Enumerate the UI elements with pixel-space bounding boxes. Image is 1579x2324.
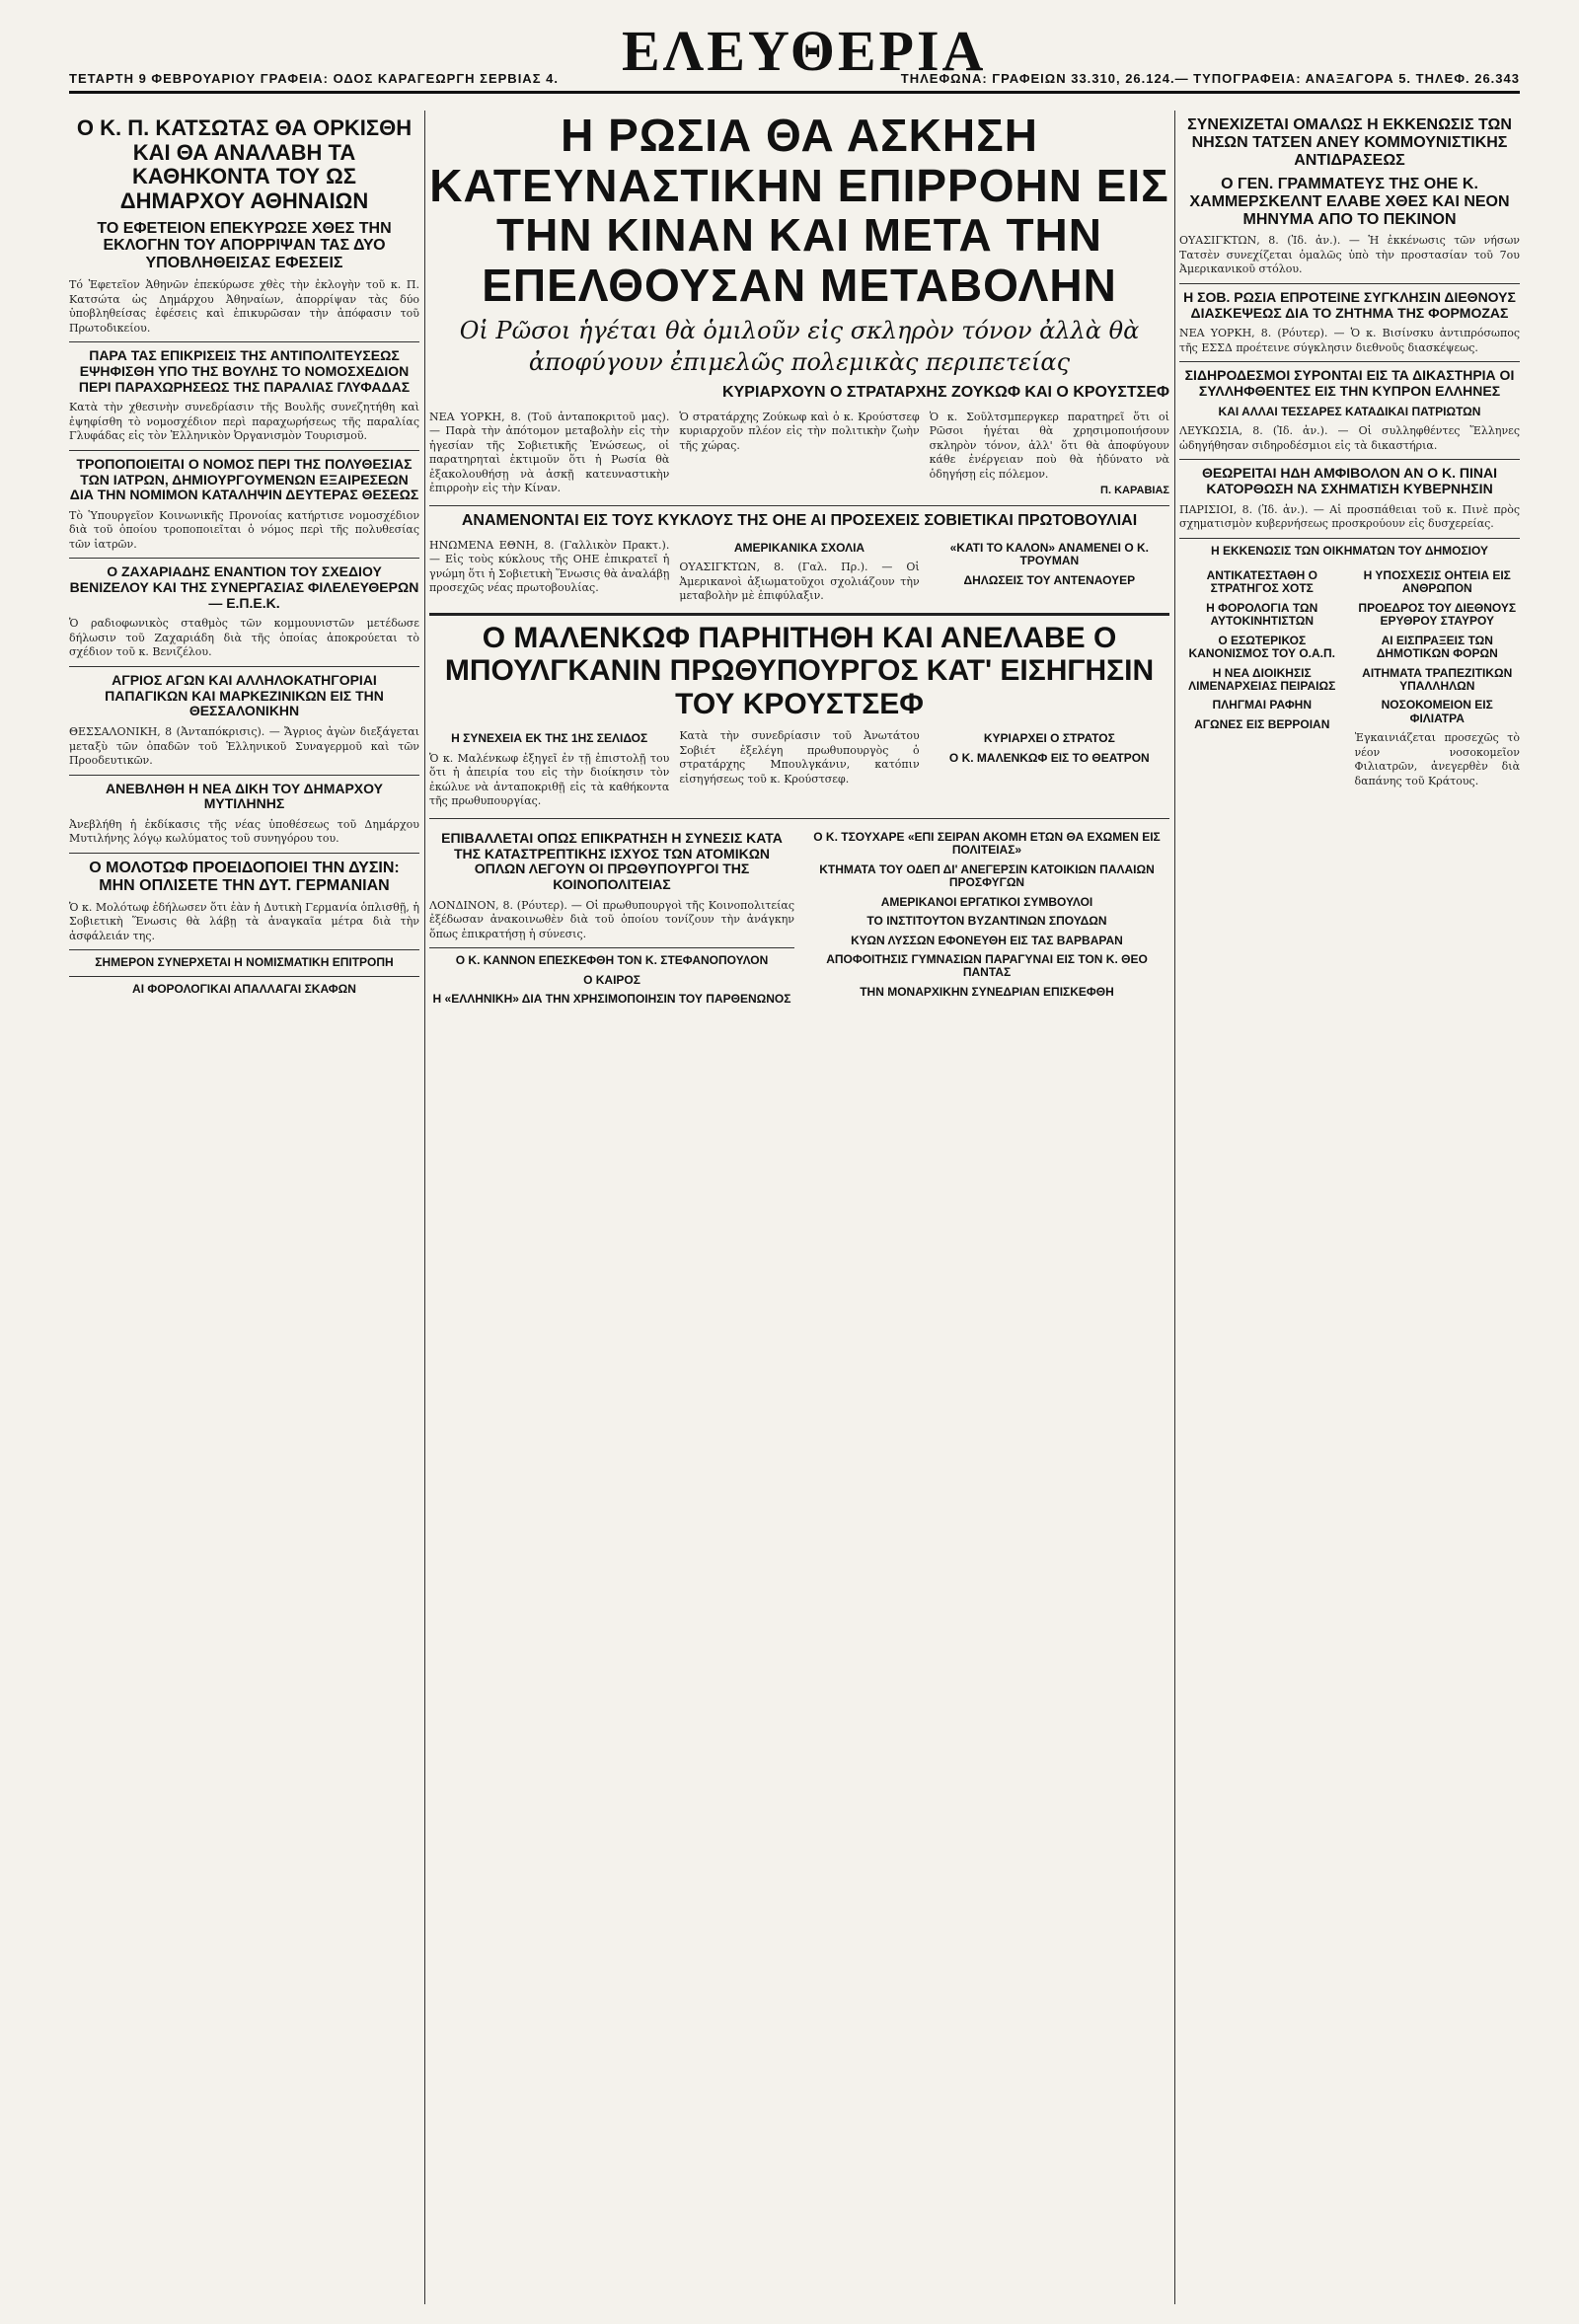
main-subhead-zhukov: ΚΥΡΙΑΡΧΟΥΝ Ο ΣΤΡΑΤΑΡΧΗΣ ΖΟΥΚΩΦ ΚΑΙ Ο ΚΡΟΥΣΤΣΕΦ: [722, 383, 1169, 401]
headline-parthenon: Η «ΕΛΛΗΝΙΚΗ» ΔΙΑ ΤΗΝ ΧΡΗΣΙΜΟΠΟΙΗΣΙΝ ΤΟΥ ΠΑΡΘΕΝΩΝΟΣ: [432, 992, 791, 1007]
article-block: [1179, 563, 1345, 791]
article-block: [930, 726, 1169, 812]
article-text: ΠΑΡΙΣΙΟΙ, 8. (Ἰδ. ἀν.). — Αἱ προσπάθειαι τοῦ κ. Πινὲ πρὸς σχηματισμὸν κυβερνήσεως προσκρούουν εἰς δυσχερείας.: [1179, 502, 1520, 531]
right-column: [1179, 111, 1520, 2304]
article-text: Κατὰ τὴν χθεσινὴν συνεδρίασιν τῆς Βουλῆς συνεζητήθη καὶ ἐψηφίσθη τὸ νομοσχέδιον περὶ παραχωρήσεως τῆς παραλίας Γλυφάδας εἰς τὸν Ἑλληνικὸν Ὀργανισμὸν Τουρισμοῦ.: [69, 401, 419, 443]
headline-hammarskjold: Ο ΓΕΝ. ΓΡΑΜΜΑΤΕΥΣ ΤΗΣ ΟΗΕ Κ. ΧΑΜΜΕΡΣΚΕΛΝΤ ΕΛΑΒΕ ΧΘΕΣ ΚΑΙ ΝΕΟΝ ΜΗΝΥΜΑ ΑΠΟ ΤΟ ΠΕΚΙΝΟΝ: [1189, 175, 1510, 228]
lower-center-grid: [429, 825, 1169, 1012]
divider: [69, 976, 419, 977]
headline-bank-employees: ΑΙΤΗΜΑΤΑ ΤΡΑΠΕΖΙΤΙΚΩΝ ΥΠΑΛΛΗΛΩΝ: [1362, 665, 1513, 694]
divider: [69, 558, 419, 559]
headline-american-comments: ΑΜΕΡΙΚΑΝΙΚΑ ΣΧΟΛΙΑ: [733, 540, 865, 555]
divider: [429, 818, 1169, 819]
center-column: [429, 111, 1169, 2304]
headline-truman: «ΚΑΤΙ ΤΟ ΚΑΛΟΝ» ΑΝΑΜΕΝΕΙ Ο Κ. ΤΡΟΥΜΑΝ: [949, 540, 1149, 568]
masthead-phones: ΤΗΛΕΦΩΝΑ: ΓΡΑΦΕΙΩΝ 33.310, 26.124.— ΤΥΠΟΓΡΑΦΕΙΑ: ΑΝΑΞΑΓΟΡΑ 5. ΤΗΛΕΦ. 26.343: [900, 71, 1520, 86]
article-text: ΟΥΑΣΙΓΚΤΩΝ, 8. (Γαλ. Πρ.). — Οἱ Ἀμερικανοὶ ἀξιωματοῦχοι σχολιάζουν τὴν μεταβολὴν μὲ ἐπιφύλαξιν.: [679, 561, 920, 603]
headline-thessaloniki: ΑΓΡΙΟΣ ΑΓΩΝ ΚΑΙ ΑΛΛΗΛΟΚΑΤΗΓΟΡΙΑΙ ΠΑΠΑΓΙΚΩΝ ΚΑΙ ΜΑΡΚΕΖΙΝΙΚΩΝ ΕΙΣ ΤΗΝ ΘΕΣΣΑΛΟΝΙΚΗΝ: [105, 671, 384, 719]
headline-malenkov-resigns: Ο ΜΑΛΕΝΚΩΦ ΠΑΡΗΙΤΗΘΗ ΚΑΙ ΑΝΕΛΑΒΕ Ο ΜΠΟΥΛΓΚΑΝΙΝ ΠΡΩΘΥΠΟΥΡΓΟΣ ΚΑΤ' ΕΙΣΗΓΗΣΙΝ ΤΟΥ ΚΡΟΥΣΤΣΕΦ: [444, 621, 1155, 720]
article-text: Ὁ στρατάρχης Ζούκωφ καὶ ὁ κ. Κρούστσεφ κυριαρχοῦν πλέον εἰς τὴν πολιτικὴν ζωὴν τῆς χώρας.: [679, 410, 920, 452]
divider: [1179, 361, 1520, 362]
headline-public-buildings: Η ΕΚΚΕΝΩΣΙΣ ΤΩΝ ΟΙΚΗΜΑΤΩΝ ΤΟΥ ΔΗΜΟΣΙΟΥ: [1211, 543, 1488, 558]
headline-molotov: Ο ΜΟΛΟΤΩΦ ΠΡΟΕΙΔΟΠΟΙΕΙ ΤΗΝ ΔΥΣΙΝ: ΜΗΝ ΟΠΛΙΣΕΤΕ ΤΗΝ ΔΥΤ. ΓΕΡΜΑΝΙΑΝ: [89, 859, 400, 894]
headline-rabid-dog: ΚΥΩΝ ΛΥΣΣΩΝ ΕΦΟΝΕΥΘΗ ΕΙΣ ΤΑΣ ΒΑΡΒΑΡΑΝ: [851, 933, 1123, 947]
headline-zachariadis: Ο ΖΑΧΑΡΙΑΔΗΣ ΕΝΑΝΤΙΟΝ ΤΟΥ ΣΧΕΔΙΟΥ ΒΕΝΙΖΕΛΟΥ ΚΑΙ ΤΗΣ ΣΥΝΕΡΓΑΣΙΑΣ ΦΙΛΕΛΕΥΘΕΡΩΝ — Ε.Π.Ε.Κ.: [69, 563, 419, 611]
author-signature: Π. ΚΑΡΑΒΙΑΣ: [1100, 485, 1169, 497]
article-block: [1355, 563, 1521, 791]
headline-polythesia: ΤΡΟΠΟΠΟΙΕΙΤΑΙ Ο ΝΟΜΟΣ ΠΕΡΙ ΤΗΣ ΠΟΛΥΘΕΣΙΑΣ ΤΩΝ ΙΑΤΡΩΝ, ΔΗΜΙΟΥΡΓΟΥΜΕΝΩΝ ΕΞΑΙΡΕΣΕΩΝ ΔΙΑ ΤΗΝ ΝΟΜΙΜΟΝ ΚΑΤΑΛΗΨΙΝ ΔΕΥΤΕΡΑΣ ΘΕΣΕΩΣ: [69, 455, 419, 503]
right-short-items: [1179, 563, 1520, 791]
article-text: ΛΕΥΚΩΣΙΑ, 8. (Ἰδ. ἀν.). — Οἱ συλληφθέντες Ἕλληνες ὡδηγήθησαν σιδηροδέσμιοι εἰς τὰ δικαστήρια.: [1179, 424, 1520, 452]
headline-municipal-taxes: ΑΙ ΕΙΣΠΡΑΞΕΙΣ ΤΩΝ ΔΗΜΟΤΙΚΩΝ ΦΟΡΩΝ: [1376, 633, 1498, 661]
masthead-date: ΤΕΤΑΡΤΗ 9 ΦΕΒΡΟΥΑΡΙΟΥ ΓΡΑΦΕΙΑ: ΟΔΟΣ ΚΑΡΑΓΕΩΡΓΗ ΣΕΡΒΙΑΣ 4.: [69, 71, 559, 86]
divider: [429, 505, 1169, 506]
headline-forologikai: ΑΙ ΦΟΡΟΛΟΓΙΚΑΙ ΑΠΑΛΛΑΓΑΙ ΣΚΑΦΩΝ: [132, 981, 356, 996]
article-text: Κατὰ τὴν συνεδρίασιν τοῦ Ἀνωτάτου Σοβιέτ ἐξελέγη πρωθυπουργὸς ὁ στρατάρχης Μπουλγκάνιν, κατόπιν εἰσηγήσεως τοῦ κ. Κρούστσεφ.: [679, 729, 920, 786]
column-divider: [424, 111, 425, 2304]
divider: [69, 341, 419, 342]
subhead-efeteion: ΤΟ ΕΦΕΤΕΙΟΝ ΕΠΕΚΥΡΩΣΕ ΧΘΕΣ ΤΗΝ ΕΚΛΟΓΗΝ ΤΟΥ ΑΠΟΡΡΙΨΑΝ ΤΑΣ ΔΥΟ ΥΠΟΒΛΗΘΕΙΣΑΣ ΕΦΕΣΕΙΣ: [97, 219, 392, 272]
article-text: ΝΕΑ ΥΟΡΚΗ, 8. (Τοῦ ἀνταποκριτοῦ μας). — Παρὰ τὴν ἀπότομον μεταβολὴν εἰς τὴν ἡγεσίαν τῆς Σοβιετικῆς Ἑνώσεως, οἱ παρατηρηταὶ ἐκτιμοῦν ὅτι ἡ Ρωσία θὰ ἐξακολουθήσῃ νὰ ἀσκῇ κατευναστικὴν ἐπιρροὴν εἰς τὴν Κίναν.: [429, 410, 670, 495]
headline-mytilini: ΑΝΕΒΛΗΘΗ Η ΝΕΑ ΔΙΚΗ ΤΟΥ ΔΗΜΑΡΧΟΥ ΜΥΤΙΛΗΝΗΣ: [106, 780, 383, 812]
headline-katsotas: Ο Κ. Π. ΚΑΤΣΩΤΑΣ ΘΑ ΟΡΚΙΣΘΗ ΚΑΙ ΘΑ ΑΝΑΛΑΒΗ ΤΑ ΚΑΘΗΚΟΝΤΑ ΤΟΥ ΩΣ ΔΗΜΑΡΧΟΥ ΑΘΗΝΑΙΩΝ: [76, 115, 413, 213]
headline-cyprus-trials: ΣΙΔΗΡΟΔΕΣΜΟΙ ΣΥΡΟΝΤΑΙ ΕΙΣ ΤΑ ΔΙΚΑΣΤΗΡΙΑ ΟΙ ΣΥΛΛΗΦΘΕΝΤΕΣ ΕΙΣ ΤΗΝ ΚΥΠΡΟΝ ΕΛΛΗΝΕΣ: [1184, 367, 1515, 400]
headline-byzantine-institute: ΤΟ ΙΝΣΤΙΤΟΥΤΟΝ ΒΥΖΑΝΤΙΝΩΝ ΣΠΟΥΔΩΝ: [866, 914, 1107, 929]
article-text: Τὸ Ὑπουργεῖον Κοινωνικῆς Προνοίας κατήρτισε νομοσχέδιον διὰ τοῦ ὁποίου τροποποιεῖται ὁ νόμος περὶ τῆς πολυθεσίας τῶν ἰατρῶν.: [69, 508, 419, 551]
column-divider: [1174, 111, 1175, 2304]
divider: [69, 450, 419, 451]
main-subheadline: Οἱ Ρῶσοι ἡγέται θὰ ὁμιλοῦν εἰς σκληρὸν τόνον ἀλλὰ θὰ ἀποφύγουν ἐπιμελῶς πολεμικὰς περιπετείας: [459, 317, 1140, 376]
headline-odep-properties: ΚΤΗΜΑΤΑ ΤΟΥ ΟΔΕΠ ΔΙ' ΑΝΕΓΕΡΣΙΝ ΚΑΤΟΙΚΙΩΝ ΠΑΛΑΙΩΝ ΠΡΟΣΦΥΓΩΝ: [819, 862, 1155, 890]
divider: [1179, 283, 1520, 284]
divider: [69, 949, 419, 950]
divider: [69, 775, 419, 776]
article-text: ΗΝΩΜΕΝΑ ΕΘΝΗ, 8. (Γαλλικὸν Πρακτ.). — Εἰς τοὺς κύκλους τῆς ΟΗΕ ἐπικρατεῖ ἡ γνώμη ὅτι ἡ Σοβιετικὴ Ἕνωσις θὰ ἀναλάβῃ προσεχῶς νέας πρωτοβουλίας.: [429, 538, 670, 595]
headline-cannon-visit: Ο Κ. ΚΑΝΝΟΝ ΕΠΕΣΚΕΦΘΗ ΤΟΝ Κ. ΣΤΕΦΑΝΟΠΟΥΛΟΝ: [455, 953, 769, 968]
headline-oap-regulation: Ο ΕΣΩΤΕΡΙΚΟΣ ΚΑΝΟΝΙΣΜΟΣ ΤΟΥ Ο.Α.Π.: [1188, 633, 1336, 661]
headline-filiatra-hospital: ΝΟΣΟΚΟΜΕΙΟΝ ΕΙΣ ΦΙΛΙΑΤΡΑ: [1381, 698, 1493, 725]
article-block: [679, 536, 919, 607]
divider-thick: [429, 613, 1169, 616]
divider: [1179, 538, 1520, 539]
headline-rafina: ΠΛΗΓΜΑΙ ΡΑΦΗΝ: [1212, 698, 1313, 712]
headline-malenkov-theatre: Ο Κ. ΜΑΛΕΝΚΩΦ ΕΙΣ ΤΟ ΘΕΑΤΡΟΝ: [948, 750, 1150, 765]
headline-veroia-games: ΑΓΩΝΕΣ ΕΙΣ ΒΕΡΡΟΙΑΝ: [1194, 716, 1330, 731]
article-text: Ὁ κ. Σοῦλτσμπεργκερ παρατηρεῖ ὅτι οἱ Ρῶσοι ἡγέται θὰ χρησιμοποιήσουν σκληρὸν τόνον, ἀλλ' ὅτι θὰ ἀποφύγουν κάθε ἐνέργειαν ποὺ θὰ ἠδύνατο νὰ ὁδηγήσῃ εἰς πόλεμον.: [929, 410, 1169, 481]
divider: [429, 947, 794, 948]
headline-pinay-government: ΘΕΩΡΕΙΤΑΙ ΗΔΗ ΑΜΦΙΒΟΛΟΝ ΑΝ Ο Κ. ΠΙΝΑΙ ΚΑΤΟΡΘΩΣΗ ΝΑ ΣΧΗΜΑΤΙΣΗ ΚΥΒΕΡΝΗΣΙΝ: [1201, 465, 1498, 496]
headline-car-tax: Η ΦΟΡΟΛΟΓΙΑ ΤΩΝ ΑΥΤΟΚΙΝΗΤΙΣΤΩΝ: [1206, 600, 1318, 629]
article-block: [930, 536, 1169, 607]
divider: [69, 853, 419, 854]
subhead-convictions: ΚΑΙ ΑΛΛΑΙ ΤΕΣΣΑΡΕΣ ΚΑΤΑΔΙΚΑΙ ΠΑΤΡΙΩΤΩΝ: [1218, 404, 1481, 418]
divider: [69, 666, 419, 667]
headline-army-dominates: ΚΥΡΙΑΡΧΕΙ Ο ΣΤΡΑΤΟΣ: [983, 731, 1115, 746]
un-article-body: [429, 536, 1169, 607]
article-text: ΝΕΑ ΥΟΡΚΗ, 8. (Ρόυτερ). — Ὁ κ. Βισίνσκυ ἀντιπρόσωπος τῆς ΕΣΣΔ προέτεινε σύγκλησιν διεθνοῦς διασκέψεως.: [1179, 327, 1520, 354]
headline-glyfada: ΠΑΡΑ ΤΑΣ ΕΠΙΚΡΙΣΕΙΣ ΤΗΣ ΑΝΤΙΠΟΛΙΤΕΥΣΕΩΣ ΕΨΗΦΙΣΘΗ ΥΠΟ ΤΗΣ ΒΟΥΛΗΣ ΤΟ ΝΟΜΟΣΧΕΔΙΟΝ ΠΕΡΙ ΠΑΡΑΧΩΡΗΣΕΩΣ ΤΗΣ ΠΑΡΑΛΙΑΣ ΓΛΥΦΑΔΑΣ: [78, 347, 411, 395]
headline-general-hotz: ΑΝΤΙΚΑΤΕΣΤΑΘΗ Ο ΣΤΡΑΤΗΓΟΣ ΧΟΤΣ: [1206, 567, 1317, 596]
article-block: [429, 825, 794, 1012]
headline-promise: Η ΥΠΟΣΧΕΣΙΣ ΟΗΤΕΙΑ ΕΙΣ ΑΝΘΡΩΠΟΝ: [1363, 567, 1511, 596]
article-text: ΟΥΑΣΙΓΚΤΩΝ, 8. (Ἰδ. ἀν.). — Ἡ ἐκκένωσις τῶν νήσων Τατσὲν συνεχίζεται ὁμαλῶς ὑπὸ τὴν προστασίαν τοῦ 7ου Ἀμερικανικοῦ στόλου.: [1179, 234, 1520, 276]
continued-from-page-1: Η ΣΥΝΕΧΕΙΑ ΕΚ ΤΗΣ 1ΗΣ ΣΕΛΙΔΟΣ: [451, 731, 648, 746]
headline-formosa-conference: Η ΣΟΒ. ΡΩΣΙΑ ΕΠΡΟΤΕΙΝΕ ΣΥΓΚΛΗΣΙΝ ΔΙΕΘΝΟΥΣ ΔΙΑΣΚΕΨΕΩΣ ΔΙΑ ΤΟ ΖΗΤΗΜΑ ΤΗΣ ΦΟΡΜΟΖΑΣ: [1183, 288, 1516, 321]
divider: [1179, 459, 1520, 460]
headline-tachen-evacuation: ΣΥΝΕΧΙΖΕΤΑΙ ΟΜΑΛΩΣ Η ΕΚΚΕΝΩΣΙΣ ΤΩΝ ΝΗΣΩΝ ΤΑΤΣΕΝ ΑΝΕΥ ΚΟΜΜΟΥΝΙΣΤΙΚΗΣ ΑΝΤΙΔΡΑΣΕΩΣ: [1187, 116, 1512, 169]
article-text: Ἐγκαινιάζεται προσεχῶς τὸ νέον νοσοκομεῖον Φιλιατρῶν, ἀνεγερθὲν διὰ δαπάνης τοῦ Κράτους.: [1354, 731, 1520, 787]
newspaper-title: ΕΛΕΥΘΕΡΙΑ: [622, 19, 987, 83]
article-text: Ὁ κ. Μαλένκωφ ἐξηγεῖ ἐν τῇ ἐπιστολῇ του ὅτι ἡ ἀπειρία του εἰς τὴν διοίκησιν τὸν ἐκώλυε νὰ ἀνταποκριθῇ εἰς τὰ καθήκοντα τῆς πρωθυπουργίας.: [429, 751, 670, 808]
malenkov-article-body: [429, 726, 1169, 812]
headline-piraeus-port: Η ΝΕΑ ΔΙΟΙΚΗΣΙΣ ΛΙΜΕΝΑΡΧΕΙΑΣ ΠΕΙΡΑΙΩΣ: [1188, 665, 1336, 694]
article-text: Ὁ κ. Μολότωφ ἐδήλωσεν ὅτι ἐὰν ἡ Δυτικὴ Γερμανία ὁπλισθῇ, ἡ Σοβιετικὴ Ἕνωσις θὰ λάβῃ τὰ ἀναγκαῖα μέτρα διὰ τὴν ἀσφάλειάν της.: [69, 900, 419, 942]
headline-un-initiatives: ΑΝΑΜΕΝΟΝΤΑΙ ΕΙΣ ΤΟΥΣ ΚΥΚΛΟΥΣ ΤΗΣ ΟΗΕ ΑΙ ΠΡΟΣΕΧΕΙΣ ΣΟΒΙΕΤΙΚΑΙ ΠΡΩΤΟΒΟΥΛΙΑΙ: [461, 511, 1138, 529]
headline-red-cross: ΠΡΟΕΔΡΟΣ ΤΟΥ ΔΙΕΘΝΟΥΣ ΕΡΥΘΡΟΥ ΣΤΑΥΡΟΥ: [1358, 600, 1517, 629]
masthead-rule: [69, 91, 1520, 94]
article-text: Ἀνεβλήθη ἡ ἐκδίκασις τῆς νέας ὑποθέσεως τοῦ Δημάρχου Μυτιλήνης λόγῳ κωλύματος τοῦ συνηγόρου του.: [69, 817, 419, 846]
headline-gymnasium: ΑΠΟΦΟΙΤΗΣΙΣ ΓΥΜΝΑΣΙΩΝ ΠΑΡΑΓΥΝΑΙ ΕΙΣ ΤΟΝ Κ. ΘΕΟ ΠΑΝΤΑΣ: [826, 951, 1148, 980]
headline-adenauer: ΔΗΛΩΣΕΙΣ ΤΟΥ ΑΝΤΕΝΑΟΥΕΡ: [963, 572, 1136, 587]
headline-atomic-weapons: ΕΠΙΒΑΛΛΕΤΑΙ ΟΠΩΣ ΕΠΙΚΡΑΤΗΣΗ Η ΣΥΝΕΣΙΣ ΚΑΤΑ ΤΗΣ ΚΑΤΑΣΤΡΕΠΤΙΚΗΣ ΙΣΧΥΟΣ ΤΩΝ ΑΤΟΜΙΚΩΝ ΟΠΛΩΝ ΛΕΓΟΥΝ ΟΙ ΠΡΩΘΥΠΟΥΡΓΟΙ ΤΗΣ ΚΟΙΝΟΠΟΛΙΤΕΙΑΣ: [441, 829, 783, 892]
article-block: [429, 726, 669, 812]
main-banner-headline: Η ΡΩΣΙΑ ΘΑ ΑΣΚΗΣΗ ΚΑΤΕΥΝΑΣΤΙΚΗΝ ΕΠΙΡΡΟΗΝ ΕΙΣ ΤΗΝ ΚΙΝΑΝ ΚΑΙ ΜΕΤΑ ΤΗΝ ΕΠΕΛΘΟΥΣΑΝ ΜΕΤΑΒΟΛΗΝ: [429, 111, 1169, 311]
article-text: ΛΟΝΔΙΝΟΝ, 8. (Ρόυτερ). — Οἱ πρωθυπουργοὶ τῆς Κοινοπολιτείας ἐξέδωσαν ἀνακοινωθὲν διὰ τοῦ ὁποίου τονίζουν τὴν ἀνάγκην ὅπως ἐπικρατήσῃ ἡ σύνεσις.: [429, 898, 794, 940]
headline-monarchist-meeting: ΤΗΝ ΜΟΝΑΡΧΙΚΗΝ ΣΥΝΕΔΡΙΑΝ ΕΠΙΣΚΕΦΘΗ: [860, 984, 1114, 999]
left-column: [69, 111, 419, 2304]
article-block: [930, 408, 1169, 499]
article-text: Ὁ ραδιοφωνικὸς σταθμὸς τῶν κομμουνιστῶν μετέδωσε δήλωσιν τοῦ Ζαχαριάδη διὰ τῆς ὁποίας ἀποκρούεται τὸ σχέδιον τοῦ κ. Βενιζέλου.: [69, 617, 419, 659]
article-text: Τό Ἐφετεῖον Ἀθηνῶν ἐπεκύρωσε χθὲς τὴν ἐκλογὴν τοῦ κ. Π. Κατσώτα ὡς Δημάρχου Ἀθηναίων, ἀπορρίψαν τὰς δύο ὑποβληθείσας ἐφέσεις καὶ ἐπικυρῶσαν τὴν ἀπόφασιν τοῦ Πρωτοδικείου.: [69, 278, 419, 335]
headline-american-advisors: ΑΜΕΡΙΚΑΝΟΙ ΕΡΓΑΤΙΚΟΙ ΣΥΜΒΟΥΛΟΙ: [880, 894, 1093, 909]
masthead: [69, 14, 1520, 103]
article-block: [804, 825, 1169, 1012]
main-article-body: [429, 408, 1169, 499]
headline-tsouchare: Ο Κ. ΤΣΟΥΧΑΡΕ «ΕΠΙ ΣΕΙΡΑΝ ΑΚΟΜΗ ΕΤΩΝ ΘΑ ΕΧΩΜΕΝ ΕΙΣ ΠΟΛΙΤΕΙΑΣ»: [813, 829, 1161, 858]
headline-weather: Ο ΚΑΙΡΟΣ: [583, 972, 640, 987]
headline-nomismatiki: ΣΗΜΕΡΟΝ ΣΥΝΕΡΧΕΤΑΙ Η ΝΟΜΙΣΜΑΤΙΚΗ ΕΠΙΤΡΟΠΗ: [95, 955, 394, 970]
article-text: ΘΕΣΣΑΛΟΝΙΚΗ, 8 (Ἀνταπόκρισις). — Ἄγριος ἀγὼν διεξάγεται μεταξὺ τῶν ὀπαδῶν τοῦ Ἑλληνικοῦ Συναγερμοῦ καὶ τῶν Προοδευτικῶν.: [69, 724, 419, 768]
